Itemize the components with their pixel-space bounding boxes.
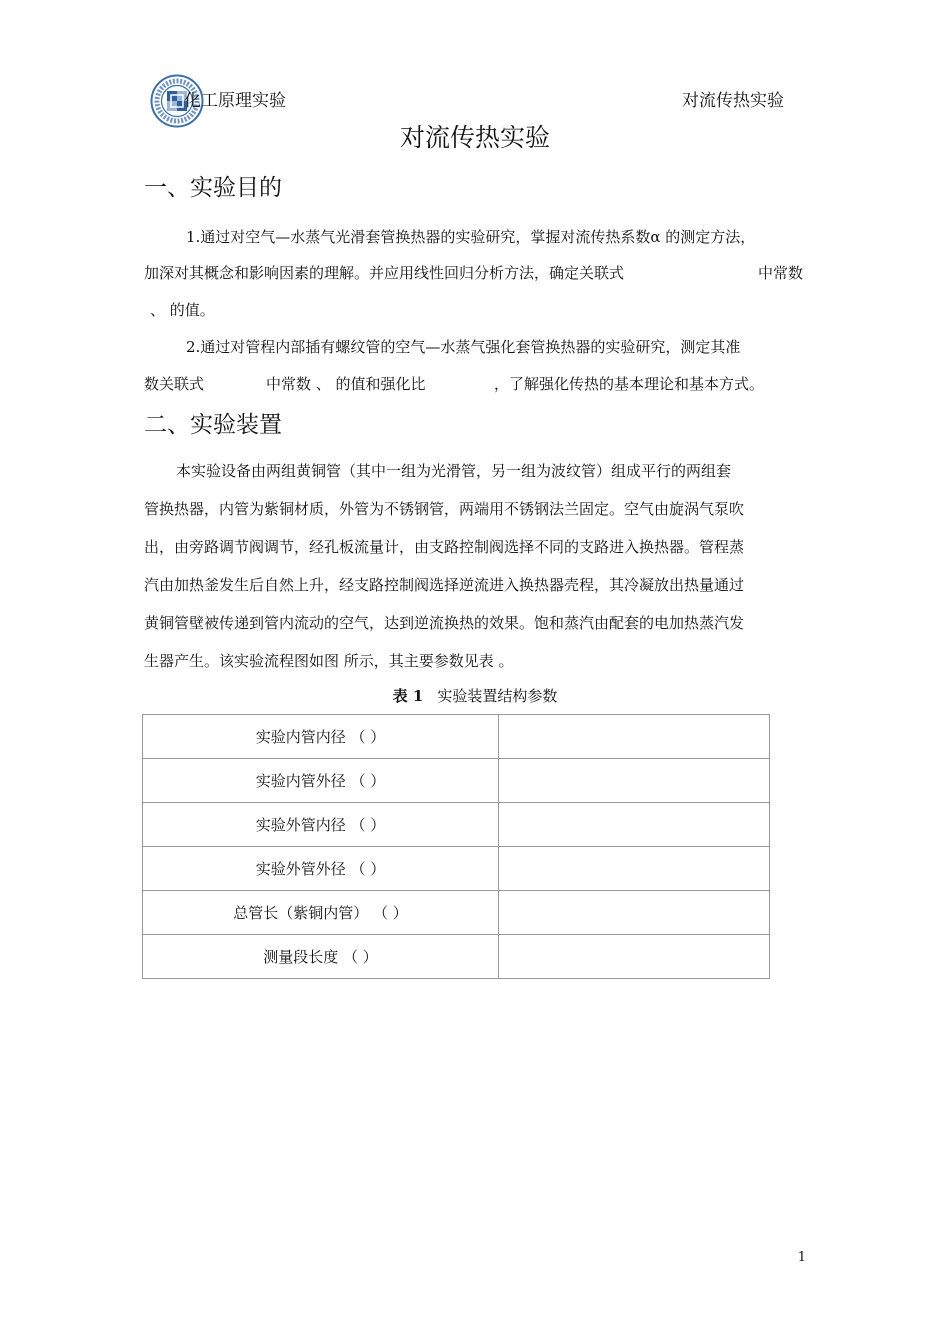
section-heading-objectives: 一、实验目的 [144,175,282,201]
objective-1-line-1: 1.通过对空气—水蒸气光滑套管换热器的实验研究，掌握对流传热系数α 的测定方法， [186,228,756,246]
table-row [143,715,770,759]
table-row [143,935,770,979]
table-row [143,891,770,935]
table-cell-label: 实验内管外径 （ ） [143,759,499,803]
objective-1-line-2-tail: 中常数 [758,264,804,282]
table-row [143,847,770,891]
apparatus-line-4: 汽由加热釜发生后自然上升，经支路控制阀选择逆流进入换热器壳程，其冷凝放出热量通过 [144,576,745,594]
objective-1-line-2: 加深对其概念和影响因素的理解。并应用线性回归分析方法，确定关联式 [144,264,625,282]
objective-1-line-3: 、 的值。 [150,301,215,319]
document-title: 对流传热实验 [399,123,550,152]
table-cell-label: 总管长（紫铜内管） （ ） [143,891,499,935]
table-caption [0,685,950,706]
table-cell-label: 测量段长度 （ ） [143,935,499,979]
table-cell-label: 实验外管外径 （ ） [143,847,499,891]
section-heading-apparatus: 二、实验装置 [144,412,282,438]
table-cell-label: 实验外管内径 （ ） [143,803,499,847]
apparatus-line-6: 生器产生。该实验流程图如图 所示，其主要参数见表 。 [144,652,514,670]
apparatus-line-3: 出，由旁路调节阀调节，经孔板流量计，由支路控制阀选择不同的支路进入换热器。管程蒸 [144,538,745,556]
objective-2-line-2c: ，了解强化传热的基本理论和基本方式。 [494,375,765,393]
header-left-text: 化工原理实验 [184,91,286,111]
page-number: 1 [797,1250,806,1265]
objective-2-line-2a: 数关联式 [144,375,205,393]
table-cell-value [499,847,770,891]
apparatus-line-5: 黄铜管壁被传递到管内流动的空气，达到逆流换热的效果。饱和蒸汽由配套的电加热蒸汽发 [144,614,745,632]
table-cell-value [499,935,770,979]
table-caption-number: 表 1 [392,687,424,705]
table-caption-text: 实验装置结构参数 [437,687,558,705]
table-cell-value [499,891,770,935]
table-cell-value [499,715,770,759]
table-row [143,759,770,803]
apparatus-parameter-table [142,714,770,979]
table-cell-value [499,759,770,803]
apparatus-line-2: 管换热器，内管为紫铜材质，外管为不锈钢管，两端用不锈钢法兰固定。空气由旋涡气泵吹 [144,500,745,518]
apparatus-line-1: 本实验设备由两组黄铜管（其中一组为光滑管，另一组为波纹管）组成平行的两组套 [176,462,732,480]
table-cell-value [499,803,770,847]
table-cell-label: 实验内管内径 （ ） [143,715,499,759]
table-row [143,803,770,847]
header-right-text: 对流传热实验 [682,91,784,111]
objective-2-line-1: 2.通过对管程内部插有螺纹管的空气—水蒸气强化套管换热器的实验研究，测定其准 [186,338,741,356]
objective-2-line-2b: 中常数 、 的值和强化比 [266,375,426,393]
